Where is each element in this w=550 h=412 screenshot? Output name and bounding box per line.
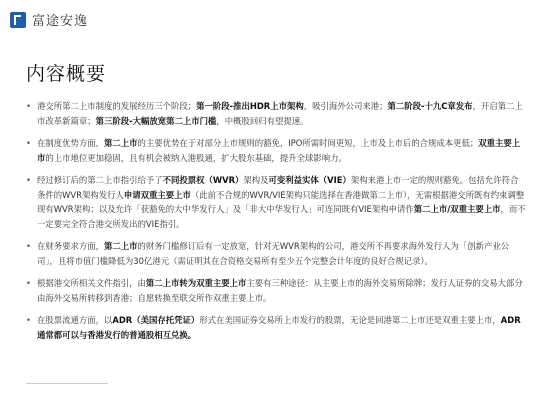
bullet-text: 港交所第二上市制度的发展经历三个阶段；	[37, 101, 197, 111]
summary-bullet	[26, 173, 526, 231]
bullet-text: 主要有三种途径：从主要上市的海外交易所除牌；发行人证券的交易大部分由海外交易所转移到香港；自愿转换至联交所作双重主要上市。	[37, 278, 523, 303]
bullet-text: 形式在美国证券交易所上市发行的股票，无论是回港第二上市还是双重主要上市，	[199, 315, 501, 325]
footer-divider	[26, 383, 108, 384]
bullet-bold-text: 第一阶段-推出HDR上市架构	[196, 101, 304, 111]
summary-bullet	[26, 276, 526, 305]
bullet-text: 根据港交所相关文件指引，由	[37, 278, 146, 288]
bullet-text: ，而不一定要完全符合港交所发出的VIE指引。	[37, 204, 526, 229]
logo-text: 富途安逸	[32, 14, 89, 29]
bullet-bold-text: 不同投票权（WVR）	[162, 175, 244, 185]
bullet-text: 架构及	[243, 175, 269, 185]
bullet-text: ，吸引海外公司来港；	[303, 101, 388, 111]
bullet-bold-text: ADR（美国存托凭证）	[112, 315, 200, 325]
summary-bullet	[26, 136, 526, 165]
bullet-text: 的主要优势在于对部分上市规则的豁免，IPO所需时间更短，上市及上市后的合规成本更低；	[137, 138, 479, 148]
bullet-bold-text: 申请双重主要上市	[123, 189, 191, 200]
page-title: 内容概要	[26, 63, 107, 85]
bullet-text: 在制度优势方面，	[37, 138, 104, 148]
summary-bullet	[26, 99, 526, 128]
bullet-bold-text: 双重主要上市	[37, 138, 521, 163]
bullet-text: 的上市地位更加稳固，且有机会被纳入港股通，扩大股东基础，提升全球影响力。	[45, 152, 347, 163]
bullet-bold-text: ADR通常都可以与香港发行的普通股相互兑换。	[37, 315, 521, 340]
bullet-text: 的财务门槛修订后有一定放宽，针对无WVR架构的公司，港交所不再要求海外发行人为「创新产业公司」，且将市值门槛降低为30亿港元（需证明其在合资格交易所有至少五个完整会计年度的良好合规记录）。	[37, 241, 510, 266]
summary-bullet	[26, 313, 526, 342]
bullet-bold-text: 第二上市转为双重主要上市	[145, 278, 247, 288]
summary-bullet-list	[26, 99, 526, 342]
bullet-bold-text: 可变利益实体（VIE）	[268, 175, 351, 185]
header-logo	[10, 10, 88, 29]
bullet-text: 经过修订后的第二上市指引给予了	[37, 175, 163, 185]
bullet-bold-text: 第三阶段-大幅放宽第二上市门槛	[95, 115, 217, 126]
bullet-text: ，开启第二上市改革新篇章；	[37, 101, 523, 126]
bullet-bold-text: 第二上市	[104, 138, 138, 148]
bullet-text: 在财务要求方面，	[37, 241, 104, 251]
bullet-text: 架构来港上市一定的规则豁免。包括允许符合条件的WVR架构发行人	[37, 175, 519, 200]
bullet-text: ，中概股回归有望提速。	[216, 115, 309, 126]
bullet-text: （此前不合规的WVR/VIE架构只能选择在香港做第二上市），无需根据港交所既有约束调整现有WVR架构；以及允许「获豁免的大中华发行人」及「非大中华发行人」可连同既有VIE架构申请作	[37, 189, 525, 214]
futu-logo-icon	[10, 12, 26, 28]
bullet-text: 在股票流通方面，以	[37, 315, 113, 325]
bullet-bold-text: 第二上市	[104, 241, 138, 251]
bullet-bold-text: 第二上市/双重主要上市	[413, 204, 501, 214]
summary-bullet	[26, 239, 526, 268]
bullet-bold-text: 第二阶段-十九C章发布	[387, 101, 473, 111]
